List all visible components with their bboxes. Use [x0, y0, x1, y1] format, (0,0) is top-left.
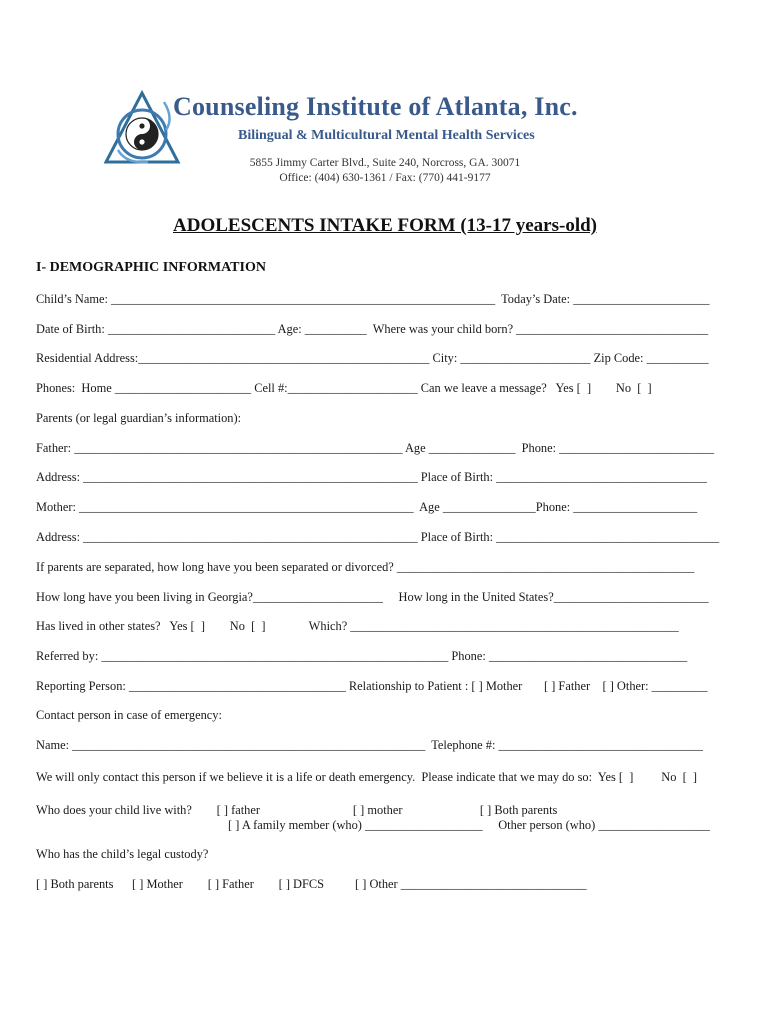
organization-address: 5855 Jimmy Carter Blvd., Suite 240, Norcross, GA. 30071 — [249, 157, 521, 169]
field-emergency-consent-line[interactable]: We will only contact this person if we believe it is a life or death emergency. Please indicate that we may do so: Yes [ ] No [ ] — [36, 770, 698, 784]
legal-custody-label: Who has the child’s legal custody? — [36, 847, 209, 861]
organization-subtitle: Bilingual & Multicultural Mental Health Services — [238, 128, 535, 143]
field-father-line[interactable]: Father: _____________________________________________________ Age ______________ Phone: _________________________ — [36, 441, 715, 455]
field-separation-line[interactable]: If parents are separated, how long have you been separated or divorced? ________________________________________________ — [36, 560, 695, 574]
field-residential-address-line[interactable]: Residential Address:_______________________________________________ City: _____________________ Zip Code: __________ — [36, 351, 709, 365]
field-other-states-line[interactable]: Has lived in other states? Yes [ ] No [ ] Which? _____________________________________________________ — [36, 619, 679, 633]
field-mother-address-line[interactable]: Address: ______________________________________________________ Place of Birth: ____________________________________ — [36, 530, 720, 544]
organization-name: Counseling Institute of Atlanta, Inc. — [173, 92, 578, 121]
section-heading: I- DEMOGRAPHIC INFORMATION — [36, 260, 266, 275]
parents-info-label: Parents (or legal guardian’s information): — [36, 411, 242, 425]
field-child-name-line[interactable]: Child’s Name: ______________________________________________________________ Today’s Date: ______________________ — [36, 292, 710, 306]
field-date-of-birth-line[interactable]: Date of Birth: ___________________________ Age: __________ Where was your child born? _______________________________ — [36, 322, 709, 336]
field-legal-custody-options-line[interactable]: [ ] Both parents [ ] Mother [ ] Father [ ] DFCS [ ] Other ______________________________ — [36, 877, 587, 891]
form-title: ADOLESCENTS INTAKE FORM (13-17 years-old) — [173, 215, 597, 236]
field-mother-line[interactable]: Mother: ______________________________________________________ Age _______________Phone: ____________________ — [36, 500, 698, 514]
field-lives-with-line[interactable]: Who does your child live with? [ ] father [ ] mother [ ] Both parents — [36, 803, 558, 817]
field-phones-line[interactable]: Phones: Home ______________________ Cell #:_____________________ Can we leave a message? Yes [ ] No [ ] — [36, 381, 652, 395]
field-referred-by-line[interactable]: Referred by: ________________________________________________________ Phone: ________________________________ — [36, 649, 688, 663]
emergency-contact-label: Contact person in case of emergency: — [36, 708, 222, 722]
field-emergency-name-line[interactable]: Name: _________________________________________________________ Telephone #: _________________________________ — [36, 738, 703, 752]
organization-phone-fax: Office: (404) 630-1361 / Fax: (770) 441-9177 — [279, 172, 491, 184]
field-father-address-line[interactable]: Address: ______________________________________________________ Place of Birth: __________________________________ — [36, 470, 707, 484]
field-lives-with-other-line[interactable]: [ ] A family member (who) ___________________ Other person (who) __________________ — [36, 818, 710, 832]
field-residence-duration-line[interactable]: How long have you been living in Georgia?_____________________ How long in the United States?_________________________ — [36, 590, 709, 604]
field-reporting-person-line[interactable]: Reporting Person: ___________________________________ Relationship to Patient : [ ] Mother [ ] Father [ ] Other: _________ — [36, 679, 708, 693]
